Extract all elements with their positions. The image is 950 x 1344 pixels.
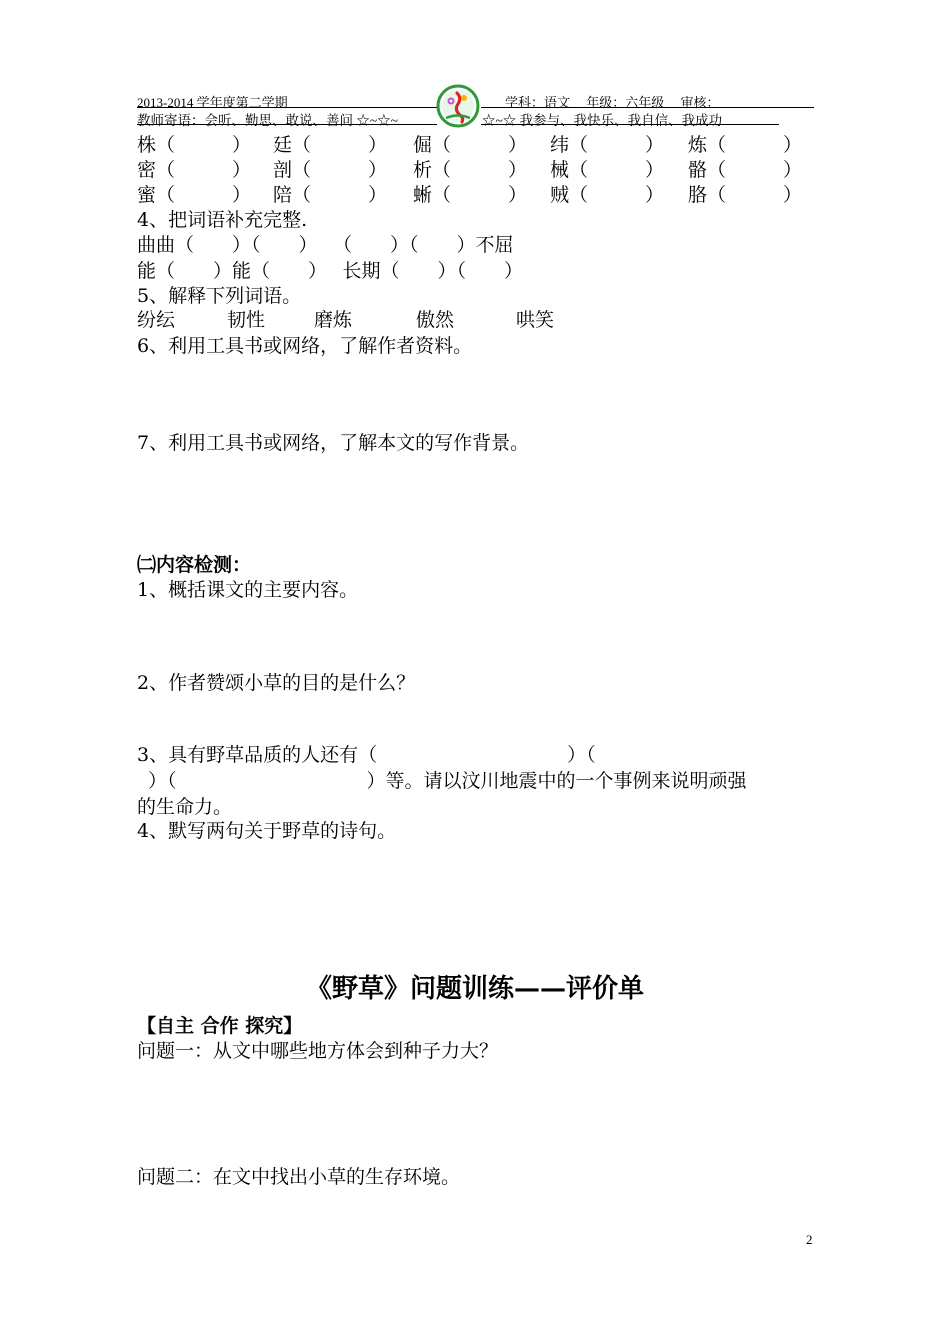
header-motto-right: ☆~☆ 我参与、我快乐、我自信、我成功 — [482, 113, 723, 128]
motto-rule-left — [137, 124, 437, 125]
header-motto-left: 教师寄语：会听、勤思、敢说、善问 ☆~☆~ — [137, 113, 398, 128]
q7-text: 7、利用工具书或网络，了解本文的写作背景。 — [137, 432, 530, 454]
char-cell: 析（ ） — [413, 159, 528, 181]
q5-word: 韧性 — [227, 309, 266, 331]
header-rule-right — [481, 107, 814, 108]
char-cell: 密（ ） — [137, 159, 252, 181]
section2-q4: 4、默写两句关于野草的诗句。 — [137, 820, 397, 842]
char-cell: 蜜（ ） — [137, 184, 252, 206]
eval-title: 《野草》问题训练——评价单 — [305, 974, 644, 1004]
header-subject-info: 学科：语文 年级：六年级 审核： — [505, 95, 720, 110]
q6-text: 6、利用工具书或网络，了解作者资料。 — [137, 335, 473, 357]
char-cell: 炼（ ） — [688, 134, 803, 156]
char-cell: 骼（ ） — [688, 159, 803, 181]
q4-line-2: 能（ ）能（ ） 长期（ ）（ ） — [137, 260, 524, 282]
char-cell: 廷（ ） — [273, 134, 388, 156]
char-cell: 械（ ） — [550, 159, 665, 181]
section2-q3-line-2: ）（ ）等。请以汶川地震中的一个事例来说明顽强 — [148, 770, 747, 792]
q5-word: 哄笑 — [516, 309, 555, 331]
char-cell: 剖（ ） — [273, 159, 388, 181]
char-cell: 胳（ ） — [688, 184, 803, 206]
section2-title: ㈡内容检测： — [137, 554, 252, 576]
motto-rule-right — [481, 124, 779, 125]
char-cell: 株（ ） — [137, 134, 252, 156]
char-cell: 陪（ ） — [273, 184, 388, 206]
char-cell: 蜥（ ） — [413, 184, 528, 206]
q5-word: 纷纭 — [137, 309, 176, 331]
section2-q3-line-1: 3、具有野草品质的人还有（ ）（ — [137, 744, 596, 766]
char-cell: 贼（ ） — [550, 184, 665, 206]
eval-subtitle: 【自主 合作 探究】 — [137, 1015, 303, 1037]
school-logo-icon — [436, 84, 480, 128]
eval-problem-1: 问题一：从文中哪些地方体会到种子力大？ — [137, 1040, 499, 1062]
q5-title: 5、解释下列词语。 — [137, 285, 302, 307]
char-cell: 倔（ ） — [413, 134, 528, 156]
q5-word: 傲然 — [416, 309, 455, 331]
section2-q1: 1、概括课文的主要内容。 — [137, 579, 359, 601]
section2-q2: 2、作者赞颂小草的目的是什么？ — [137, 672, 416, 694]
header-term: 2013-2014 学年度第二学期 — [137, 95, 288, 110]
q4-title: 4、把词语补充完整. — [137, 209, 308, 231]
section2-q3-line-3: 的生命力。 — [137, 796, 233, 818]
page-number: 2 — [806, 1232, 813, 1247]
char-cell: 纬（ ） — [550, 134, 665, 156]
q5-word: 磨炼 — [314, 309, 353, 331]
q4-line-1: 曲曲（ ）（ ） （ ）（ ）不屈 — [137, 234, 514, 256]
header-rule-left — [137, 107, 437, 108]
eval-problem-2: 问题二：在文中找出小草的生存环境。 — [137, 1166, 461, 1188]
